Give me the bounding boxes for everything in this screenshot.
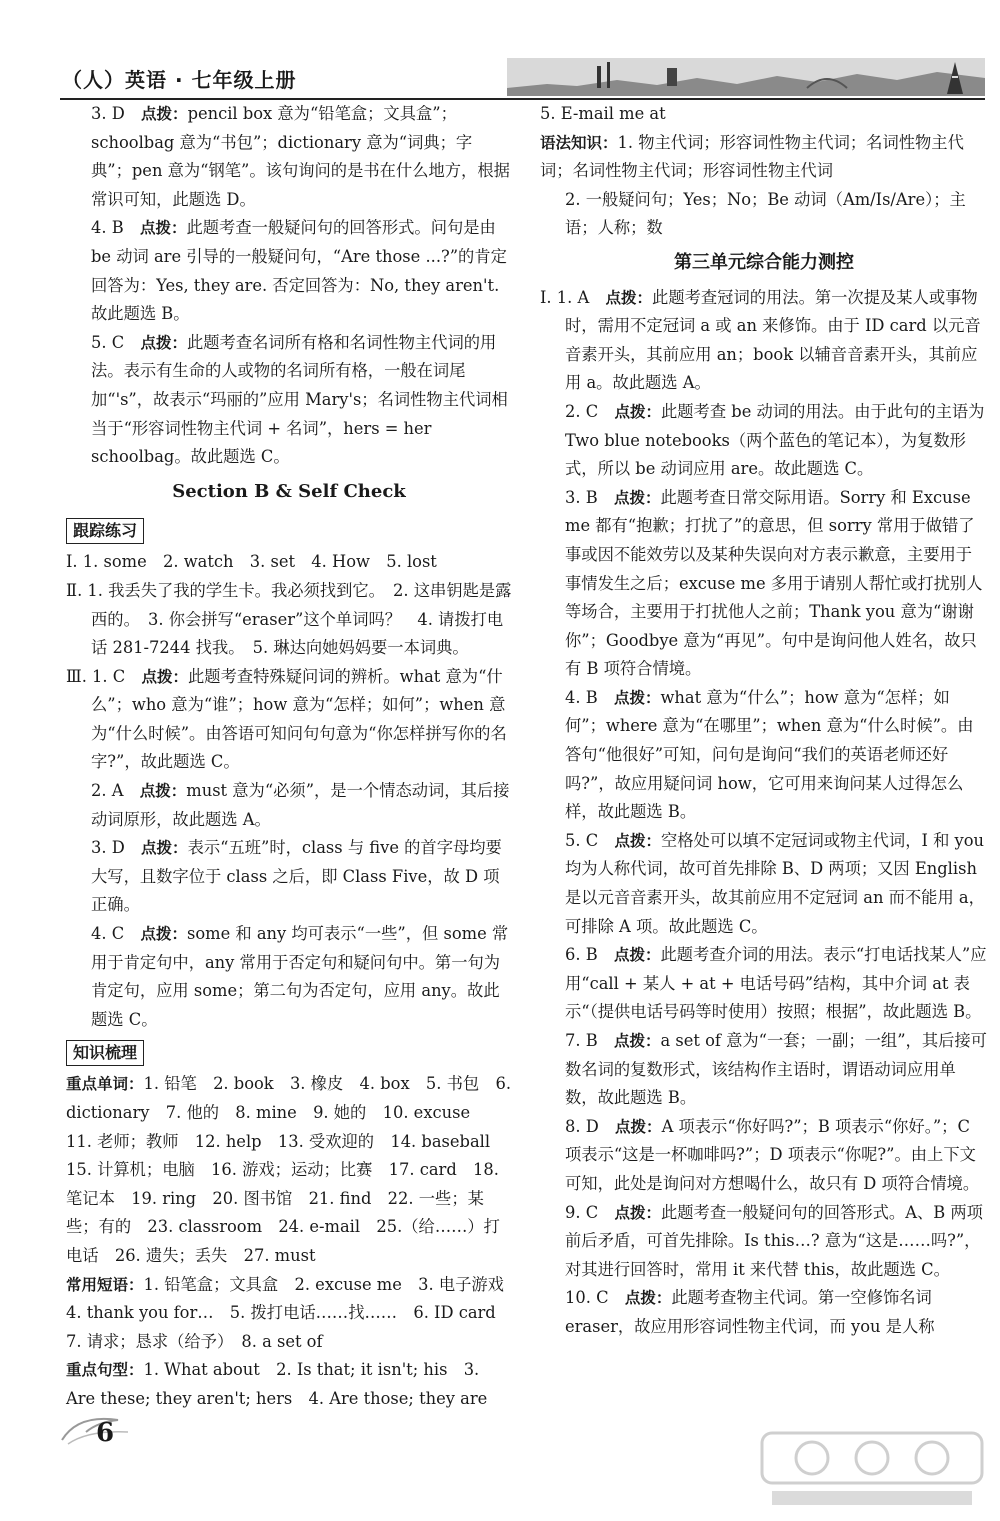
answer-item: 3. D 点拨：表示“五班”时，class 与 five 的首字母均要大写，且数字位于 class 之后，即 Class Five，故 D 项正确。 [91,838,502,915]
answer-item: 2. 一般疑问句；Yes；No；Be 动词（Am/Is/Are）；主语；人称；数 [565,189,966,238]
watermark-logo [752,1425,992,1515]
answer-item: 9. C 点拨：此题考查一般疑问句的回答形式。A、B 两项前后矛盾，可首先排除。Is this…? 意为“这是……吗?”，对其进行回答时，常用 it 来代替 this，故此题选 C。 [565,1202,983,1279]
section-box-label: 知识梳理 [66,1040,144,1066]
answer-item: 10. C 点拨：此题考查物主代词。第一空修饰名词 eraser，故应用形容词性物主代词，而 you 是人称 [565,1288,935,1336]
book-title: （人）英语 · 七年级上册 [62,68,297,92]
answer-item: 3. D 点拨：pencil box 意为“铅笔盒；文具盒”；schoolbag 意为“书包”；dictionary 意为“词典；字典”；pen 意为“钢笔”。该句询问的是书在什么地方，根据常识可知，此题选 D。 [91,104,510,209]
answer-item: 7. B 点拨：a set of 意为“一套；一副；一组”，其后接可数名词的复数形式，该结构作主语时，谓语动词应用单数，故此题选 B。 [565,1031,987,1108]
section-box-label: 跟踪练习 [66,518,144,544]
right-column [540,100,988,1342]
answer-item: Ⅲ. 1. C 点拨：此题考查特殊疑问词的辨析。what 意为“什么”；who 意为“谁”；how 意为“怎样；如何”；when 意为“什么时候”。由答语可知问句句意为“你怎样拼写你的名字?”，故此题选 C。 [66,666,507,772]
left-column [66,100,521,1414]
skyline-banner-illustration [507,58,985,96]
answer-item: 重点单词：1. 铅笔 2. book 3. 橡皮 4. box 5. 书包 6. dictionary 7. 他的 8. mine 9. 她的 10. excuse 11. 老师；教师 12. help 13. 受欢迎的 14. baseball 15. 计算机；电脑 16. 游戏；运动；比赛 17. card 18. 笔记本 19. ring 20. 图书馆 21. find 22. 一些；某些；有的 23. classroom 24. e-mail 25.（给……）打电话 26. 遗失；丢失 27. must [66,1074,511,1265]
answer-item: 5. C 点拨：此题考查名词所有格和名词性物主代词的用法。表示有生命的人或物的名词所有格，一般在词尾加“'s”，故表示“玛丽的”应用 Mary's；名词性物主代词相当于“形容词性物主代词 + 名词”，hers = her schoolbag。故此题选 C。 [91,332,508,467]
section-box-heading [66,1034,512,1070]
answer-item: 重点句型：1. What about 2. Is that; it isn't; his 3. Are these; they aren't; hers 4. Are those; they are [66,1360,488,1408]
answer-item: 8. D 点拨：A 项表示“你好吗?”；B 项表示“你好。”；C 项表示“这是一杯咖啡吗?”；D 项表示“你呢?”。由上下文可知，此处是询问对方想喝什么，故只有 D 项符合情境。 [565,1116,980,1193]
answer-item: 语法知识：1. 物主代词；形容词性物主代词；名词性物主代词；名词性物主代词；形容词性物主代词 [540,132,964,181]
section-box-heading [66,512,512,548]
answer-item: 4. B 点拨：what 意为“什么”；how 意为“怎样；如何”；where 意为“在哪里”；when 意为“什么时候”。由答句“他很好”可知，问句是询问“我们的英语老师还好吗?”，故应用疑问词 how，它可用来询问某人过得怎么样，故此题选 B。 [565,687,974,822]
answer-item: 5. E-mail me at [540,104,666,123]
answer-item: Ⅰ. 1. A 点拨：此题考查冠词的用法。第一次提及某人或事物时，需用不定冠词 a 或 an 来修饰。由于 ID card 以元音音素开头，其前应用 an；book 以辅音音素开头，其前应用 a。故此题选 A。 [540,287,981,393]
page-number: 6 [96,1418,115,1448]
answer-item: 2. C 点拨：此题考查 be 动词的用法。由于此句的主语为 Two blue notebooks（两个蓝色的笔记本），为复数形式，所以 be 动词应用 are。故此题选 C。 [565,401,985,479]
answer-item: Ⅰ. 1. some 2. watch 3. set 4. How 5. lost [66,552,437,572]
page-header [60,58,985,100]
answer-item: 5. C 点拨：空格处可以填不定冠词或物主代词，I 和 you 均为人称代词，故可首先排除 B、D 两项；又因 English 是以元音音素开头，故其前应用不定冠词 an 而不能用 a，可排除 A 项。故此题选 C。 [565,830,985,936]
section-title: Section B & Self Check [172,480,406,502]
answer-item: Ⅱ. 1. 我丢失了我的学生卡。我必须找到它。 2. 这串钥匙是露西的。 3. 你会拼写“eraser”这个单词吗？ 4. 请拨打电话 281-7244 找我。 5. 琳达向她妈妈要一本词典。 [66,580,512,658]
answer-item: 4. C 点拨：some 和 any 均可表示“一些”，但 some 常用于肯定句中，any 常用于否定句和疑问句中。第一句为肯定句，应用 some；第二句为否定句，应用 any。故此题选 C。 [91,924,509,1029]
section-title: 第三单元综合能力测控 [674,251,854,273]
answer-item: 2. A 点拨：must 意为“必须”，是一个情态动词，其后接动词原形，故此题选 A。 [91,781,510,829]
answer-item: 4. B 点拨：此题考查一般疑问句的回答形式。问句是由 be 动词 are 引导的一般疑问句，“Are those ...?”的肯定回答为：Yes, they are. 否定回答为：No, they aren't. 故此题选 B。 [91,218,507,324]
answer-item: 6. B 点拨：此题考查介词的用法。表示“打电话找某人”应用“call + 某人 + at + 电话号码”结构，其中介词 at 表示“（提供电话号码等时使用）按照；根据”，故此题选 B。 [565,945,987,1022]
answer-item: 常用短语：1. 铅笔盒；文具盒 2. excuse me 3. 电子游戏 4. thank you for… 5. 拨打电话……找…… 6. ID card 7. 请求；恳求（给予） 8. a set of [66,1274,521,1351]
answer-item: 3. B 点拨：此题考查日常交际用语。Sorry 和 Excuse me 都有“抱歉；打扰了”的意思，但 sorry 常用于做错了事或因不能效劳以及某种失误向对方表示歉意，主要用于事情发生之后；excuse me 多用于请别人帮忙或打扰别人等场合，主要用于打扰他人之前；Thank you 意为“谢谢你”；Goodbye 意为“再见”。句中是询问他人姓名，故只有 B 项符合情境。 [565,487,983,679]
